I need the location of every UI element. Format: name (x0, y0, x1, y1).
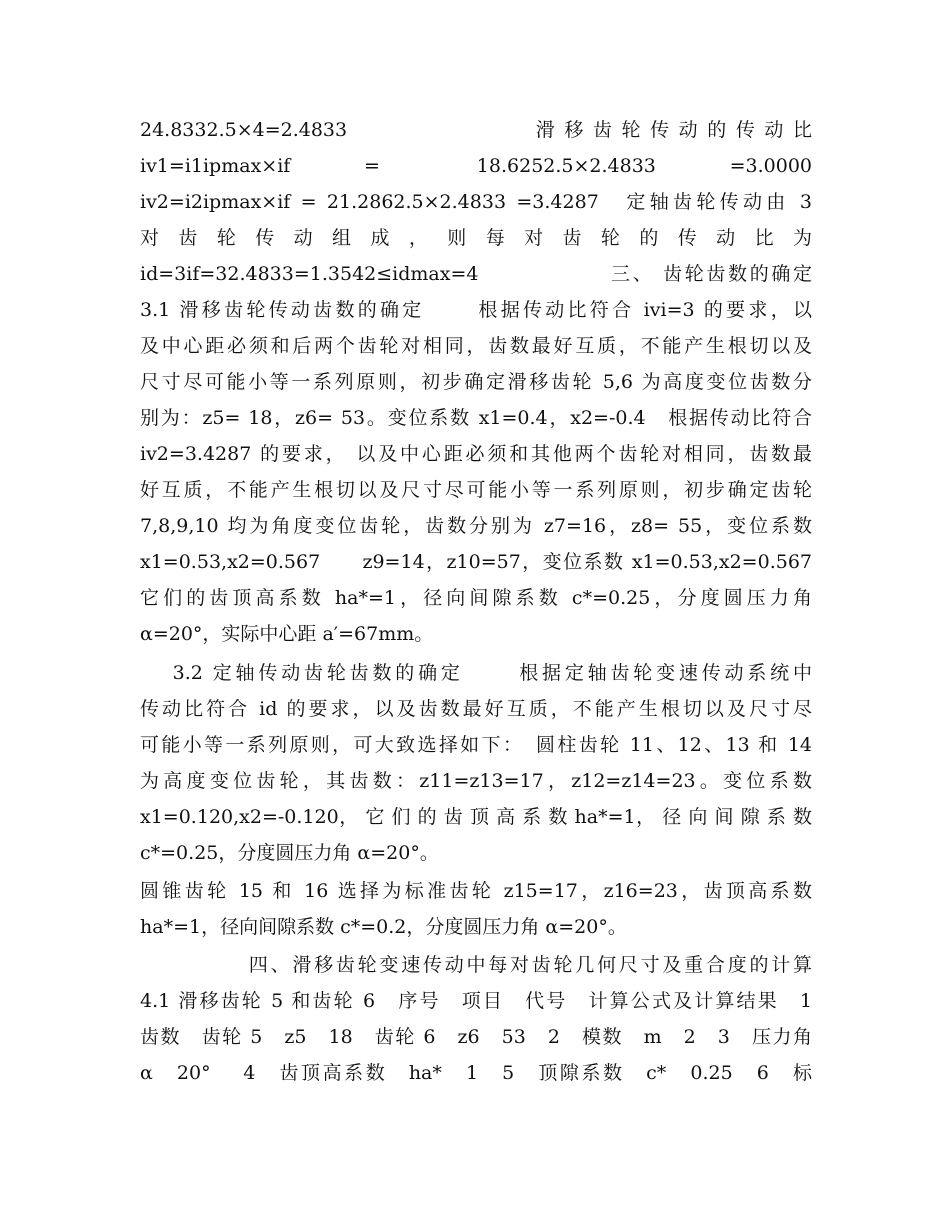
text-line: 为高度变位齿轮，其齿数：z11=z13=17，z12=z14=23。变位系数 (140, 770, 812, 792)
text-line: 24.8332.5×4=2.4833 滑 移 齿 轮 传 动 的 传 动 比 (140, 119, 812, 141)
text-line: 好互质，不能产生根切以及尺寸尽可能小等一系列原则，初步确定齿轮 (140, 479, 812, 501)
text-line: c*=0.25，分度圆压力角 α=20°。 (140, 842, 439, 864)
text-line: 传动比符合 id 的要求，以及齿数最好互质，不能产生根切以及尺寸尽 (140, 698, 812, 720)
text-line: x1=0.120,x2=-0.120， 它 们 的 齿 顶 高 系 数 ha*=1， 径 向 间 隙 系 数 (140, 806, 812, 828)
text-line: α=20°，实际中心距 a′=67mm。 (140, 623, 434, 645)
text-line: iv2=3.4287 的要求， 以及中心距必须和其他两个齿轮对相同，齿数最 (140, 443, 812, 465)
text-line: 3.1 滑移齿轮传动齿数的确定 根据传动比符合 ivi=3 的要求，以 (140, 299, 812, 321)
text-line: 可能小等一系列原则，可大致选择如下： 圆柱齿轮 11、12、13 和 14 (140, 734, 812, 756)
text-line: iv1=i1ipmax×if = 18.6252.5×2.4833 =3.0000 (140, 155, 812, 177)
text-line: 4.1 滑移齿轮 5 和齿轮 6 序号 项目 代号 计算公式及计算结果 1 (140, 990, 812, 1012)
text-line: x1=0.53,x2=0.567 z9=14，z10=57，变位系数 x1=0.53,x2=0.567 (140, 551, 812, 573)
text-line: 圆锥齿轮 15 和 16 选择为标准齿轮 z15=17，z16=23，齿顶高系数 (140, 880, 812, 902)
text-line: α 20° 4 齿顶高系数 ha* 1 5 顶隙系数 c* 0.25 6 标 (140, 1062, 812, 1084)
text-line: id=3if=32.4833=1.3542≤idmax=4 三、 齿轮齿数的确定 (140, 263, 812, 285)
text-line: 四、滑移齿轮变速传动中每对齿轮几何尺寸及重合度的计算 (140, 954, 812, 976)
text-line: 7,8,9,10 均为角度变位齿轮，齿数分别为 z7=16，z8= 55，变位系数 (140, 515, 812, 537)
text-line: 它们的齿顶高系数 ha*=1，径向间隙系数 c*=0.25，分度圆压力角 (140, 587, 812, 609)
text-line: 3.2 定轴传动齿轮齿数的确定 根据定轴齿轮变速传动系统中 (140, 662, 812, 684)
text-line: 及中心距必须和后两个齿轮对相同，齿数最好互质，不能产生根切以及 (140, 335, 812, 357)
text-line: 别为：z5= 18，z6= 53。变位系数 x1=0.4，x2=-0.4 根据传动比符合 (140, 407, 812, 429)
text-line: ha*=1，径向间隙系数 c*=0.2，分度圆压力角 α=20°。 (140, 916, 627, 938)
text-line: iv2=i2ipmax×if = 21.2862.5×2.4833 =3.4287 定轴齿轮传动由 3 (140, 191, 812, 213)
text-line: 齿数 齿轮 5 z5 18 齿轮 6 z6 53 2 模数 m 2 3 压力角 (140, 1026, 812, 1048)
text-line: 对 齿 轮 传 动 组 成 ， 则 每 对 齿 轮 的 传 动 比 为 (140, 227, 812, 249)
text-line: 尺寸尽可能小等一系列原则，初步确定滑移齿轮 5,6 为高度变位齿数分 (140, 371, 812, 393)
